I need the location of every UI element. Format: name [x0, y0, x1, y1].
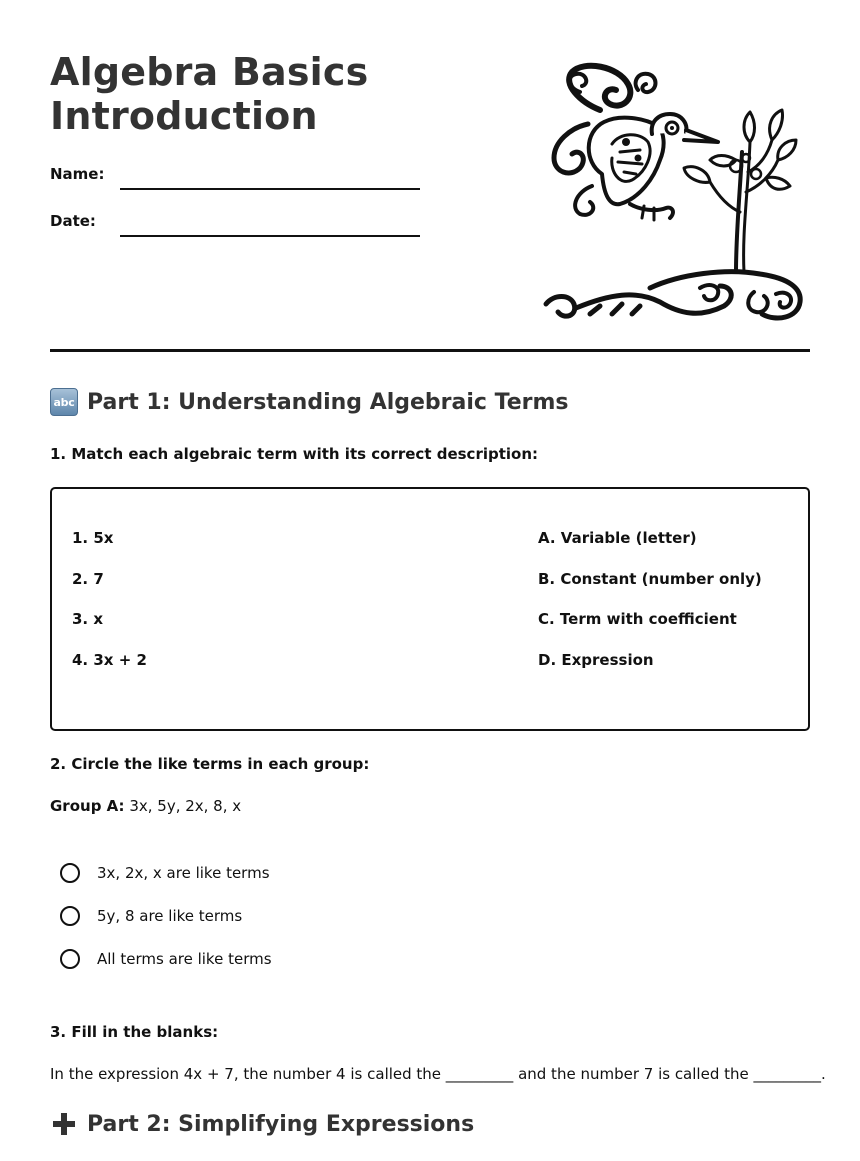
question-2-prompt: 2. Circle the like terms in each group: [50, 755, 370, 773]
part2-heading [50, 1110, 474, 1138]
description-item: B. Constant (number only) [538, 569, 762, 588]
title-line-1: Algebra Basics [50, 50, 369, 94]
part1-heading-text: Part 1: Understanding Algebraic Terms [87, 389, 569, 415]
part1-heading [50, 388, 569, 416]
option-item[interactable] [60, 948, 272, 991]
group-a-line [50, 797, 241, 815]
radio-button[interactable] [60, 906, 80, 926]
header-divider [50, 349, 810, 352]
description-item: C. Term with coefficient [538, 610, 737, 629]
worksheet-title [50, 50, 470, 138]
worksheet-header [50, 50, 810, 340]
date-label: Date: [50, 212, 96, 230]
question-3-prompt: 3. Fill in the blanks: [50, 1023, 219, 1041]
plus-icon [50, 1110, 78, 1138]
term-item: 2. 7 [72, 569, 104, 588]
date-blank-line[interactable] [120, 235, 420, 237]
question-1-prompt: 1. Match each algebraic term with its correct description: [50, 445, 539, 463]
radio-button[interactable] [60, 949, 80, 969]
date-field[interactable] [50, 210, 470, 240]
group-a-options [60, 862, 272, 991]
part2-heading-text: Part 2: Simplifying Expressions [87, 1111, 475, 1137]
radio-button[interactable] [60, 863, 80, 883]
name-blank-line[interactable] [120, 188, 420, 190]
option-label: 3x, 2x, x are like terms [97, 864, 270, 882]
terms-list [72, 528, 147, 690]
description-item: A. Variable (letter) [538, 529, 697, 547]
term-item: 3. x [72, 610, 104, 629]
group-a-label: Group A: [50, 797, 125, 815]
name-label: Name: [50, 165, 105, 183]
descriptions-list [538, 528, 762, 690]
worksheet-page [50, 0, 826, 1161]
title-line-2: Introduction [50, 94, 318, 138]
option-label: 5y, 8 are like terms [97, 907, 243, 925]
description-item: D. Expression [538, 650, 654, 669]
term-item: 4. 3x + 2 [72, 650, 147, 669]
term-item: 1. 5x [72, 529, 114, 547]
option-item[interactable] [60, 905, 272, 948]
bird-on-branch-illustration [540, 62, 810, 328]
matching-box [50, 487, 810, 731]
abc-icon: abc [50, 388, 78, 416]
fill-in-sentence: In the expression 4x + 7, the number 4 is called the _________ and the number 7 is called the _________. [50, 1065, 826, 1083]
option-item[interactable] [60, 862, 272, 905]
group-a-terms: 3x, 5y, 2x, 8, x [124, 797, 242, 815]
name-field[interactable] [50, 163, 470, 193]
option-label: All terms are like terms [97, 950, 272, 968]
